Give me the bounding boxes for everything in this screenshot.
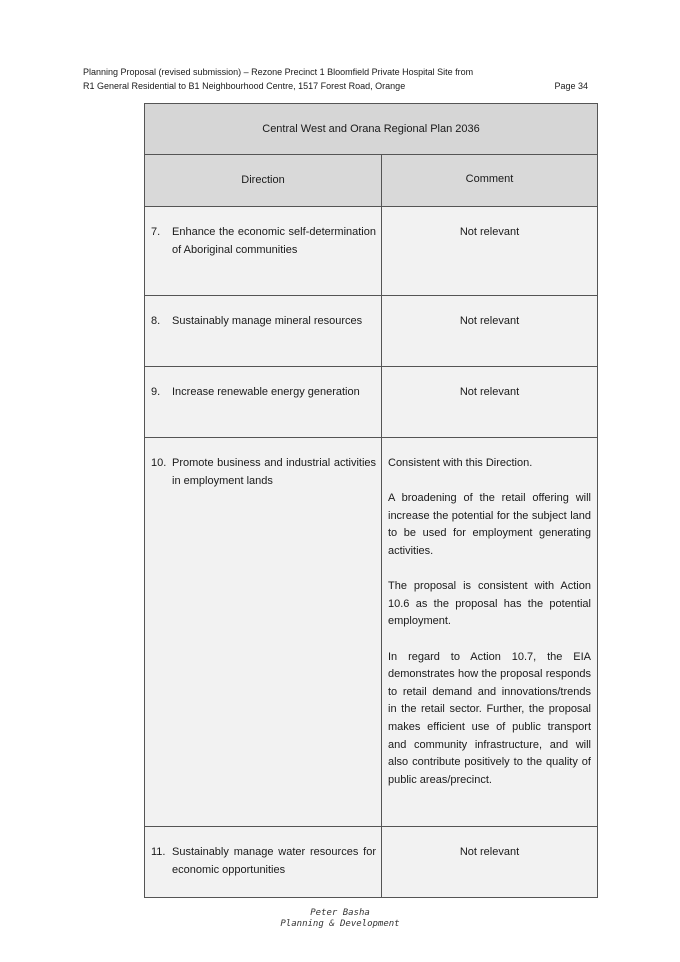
footer-author: Peter Basha (310, 908, 370, 918)
direction-number: 8. (151, 315, 161, 327)
comment-cell (382, 438, 597, 826)
table-title: Central West and Orana Regional Plan 2036 (145, 104, 597, 154)
footer-company: Planning & Development (280, 919, 400, 929)
column-header-direction: Direction (145, 155, 382, 206)
direction-text: Promote business and industrial activities in employment lands (172, 457, 376, 487)
direction-text: Enhance the economic self-determination of Aboriginal communities (172, 226, 376, 256)
direction-cell (145, 438, 382, 826)
direction-cell (145, 827, 382, 897)
direction-text: Increase renewable energy generation (172, 386, 360, 398)
direction-number: 9. (151, 386, 161, 398)
table-header-row (145, 154, 597, 206)
direction-cell (145, 207, 382, 295)
direction-number: 11. (151, 846, 166, 858)
page-header (83, 65, 588, 93)
regional-plan-table (144, 103, 598, 898)
direction-number: 7. (151, 226, 161, 238)
page-footer (0, 908, 680, 930)
comment-cell: Not relevant (459, 226, 520, 238)
table-row (145, 366, 597, 437)
comment-paragraph: The proposal is consistent with Action 10.6 as the proposal has the potential employment. (388, 580, 591, 628)
header-title-line-2: R1 General Residential to B1 Neighbourhood Centre, 1517 Forest Road, Orange (83, 81, 406, 91)
table-row (145, 826, 597, 897)
comment-paragraph: A broadening of the retail offering will increase the potential for the subject land to be used for employment generating activities. (388, 492, 591, 557)
direction-number: 10. (151, 457, 167, 469)
column-header-comment: Comment (465, 173, 514, 185)
comment-cell: Not relevant (459, 386, 520, 398)
table-row (145, 206, 597, 295)
comment-paragraph: Consistent with this Direction. (388, 457, 533, 469)
direction-cell (145, 367, 382, 437)
direction-text: Sustainably manage water resources for economic opportunities (172, 846, 376, 876)
table-row (145, 437, 597, 826)
comment-cell: Not relevant (459, 315, 520, 327)
comment-paragraph: In regard to Action 10.7, the EIA demonstrates how the proposal responds to retail demand and innovations/trends in the retail sector. Further, the proposal makes efficient use of public transport and community infrastructure, and will also contribute positively to the quality of public areas/precinct. (388, 650, 591, 786)
page-number: Page 34 (554, 81, 588, 91)
direction-text: Sustainably manage mineral resources (172, 315, 363, 327)
header-title-line-1: Planning Proposal (revised submission) – Rezone Precinct 1 Bloomfield Private Hospital Site from (83, 67, 474, 77)
comment-cell: Not relevant (459, 846, 520, 858)
table-row (145, 295, 597, 366)
direction-cell (145, 296, 382, 366)
